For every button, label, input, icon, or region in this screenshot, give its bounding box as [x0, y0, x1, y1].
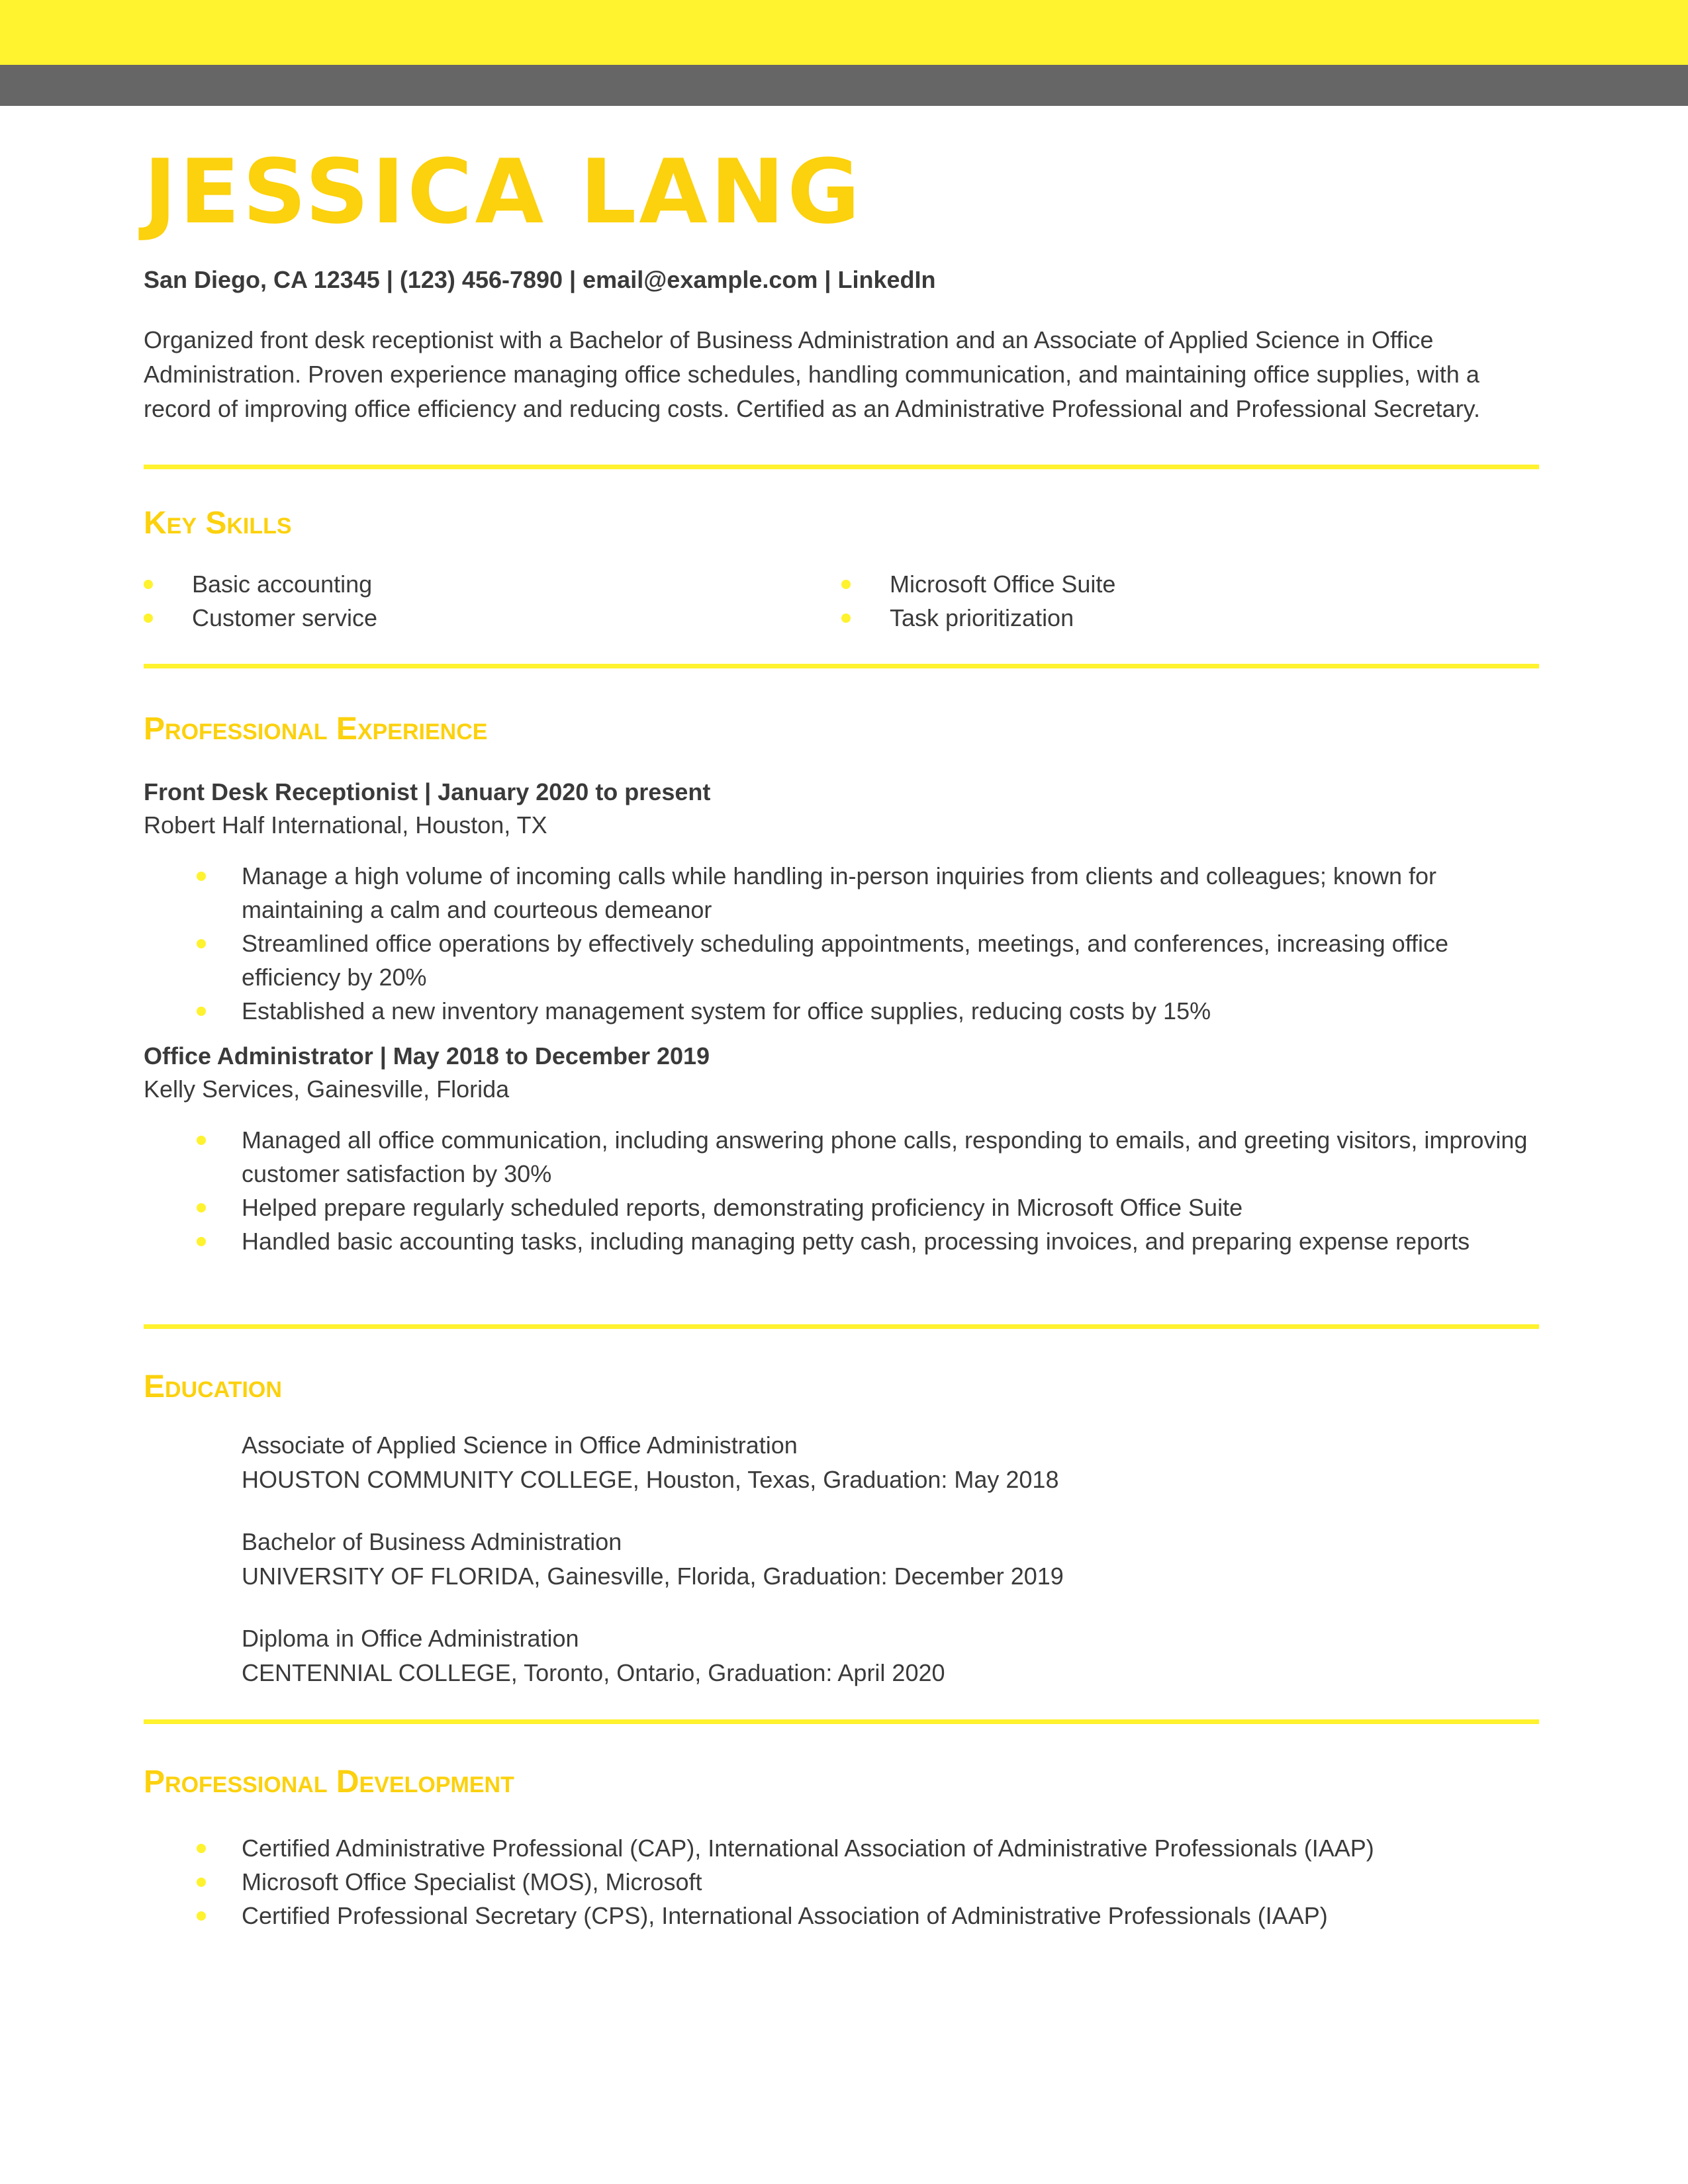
- candidate-name: JESSICA LANG: [144, 140, 863, 244]
- resume-page: [144, 106, 1539, 1933]
- experience-heading: Professional Experience: [144, 711, 488, 747]
- header-gray-band: [0, 65, 1688, 106]
- skills-column-right: [841, 567, 1539, 635]
- section-divider: [144, 664, 1539, 668]
- header-yellow-band: [0, 0, 1688, 65]
- section-divider: [144, 465, 1539, 469]
- bullet-icon: [197, 1911, 206, 1921]
- list-item: [144, 1191, 1539, 1224]
- section-divider: [144, 1719, 1539, 1724]
- bullet-icon: [144, 580, 153, 589]
- list-item: [144, 994, 1539, 1028]
- school-line: UNIVERSITY OF FLORIDA, Gainesville, Florida, Graduation: December 2019: [242, 1563, 1064, 1590]
- certification-text: Microsoft Office Specialist (MOS), Microsoft: [242, 1868, 702, 1895]
- job-entry: [144, 776, 1539, 1028]
- job-company: Robert Half International, Houston, TX: [144, 811, 547, 839]
- skills-grid: [144, 567, 1539, 635]
- school-line: CENTENNIAL COLLEGE, Toronto, Ontario, Graduation: April 2020: [242, 1659, 945, 1686]
- skills-heading: Key Skills: [144, 506, 292, 541]
- bullet-icon: [197, 1203, 206, 1212]
- certification-text: Certified Administrative Professional (CAP), International Association of Administrative Professionals (IAAP): [242, 1835, 1374, 1862]
- list-item: [144, 859, 1539, 927]
- skill-text: Basic accounting: [192, 570, 373, 598]
- bullet-icon: [197, 1878, 206, 1887]
- section-divider: [144, 1324, 1539, 1329]
- bullet-text: Streamlined office operations by effectively scheduling appointments, meetings, and conferences, increasing office efficiency by 20%: [242, 930, 1449, 991]
- education-heading: Education: [144, 1369, 282, 1404]
- skills-column-left: [144, 567, 841, 635]
- list-item: [841, 567, 1539, 601]
- job-company: Kelly Services, Gainesville, Florida: [144, 1075, 510, 1103]
- degree-name: Associate of Applied Science in Office Administration: [242, 1432, 798, 1459]
- list-item: [841, 601, 1539, 635]
- job-bullets: [144, 859, 1539, 1028]
- bullet-icon: [144, 614, 153, 623]
- bullet-text: Managed all office communication, including answering phone calls, responding to emails, and greeting visitors, improving customer satisfaction by 30%: [242, 1126, 1528, 1187]
- job-bullets: [144, 1123, 1539, 1258]
- bullet-icon: [841, 580, 851, 589]
- list-item: [144, 1831, 1539, 1865]
- bullet-text: Handled basic accounting tasks, including managing petty cash, processing invoices, and preparing expense reports: [242, 1228, 1470, 1255]
- development-heading: Professional Development: [144, 1764, 514, 1799]
- bullet-text: Manage a high volume of incoming calls while handling in-person inquiries from clients and colleagues; known for maintaining a calm and courteous demeanor: [242, 862, 1436, 923]
- skill-text: Microsoft Office Suite: [890, 570, 1116, 598]
- development-list: [144, 1831, 1539, 1933]
- degree-name: Diploma in Office Administration: [242, 1625, 579, 1652]
- bullet-text: Helped prepare regularly scheduled reports, demonstrating proficiency in Microsoft Office Suite: [242, 1194, 1243, 1221]
- bullet-text: Established a new inventory management system for office supplies, reducing costs by 15%: [242, 997, 1211, 1024]
- list-item: [144, 601, 841, 635]
- bullet-icon: [197, 1007, 206, 1016]
- list-item: [144, 1899, 1539, 1933]
- skill-text: Task prioritization: [890, 604, 1074, 631]
- bullet-icon: [197, 1844, 206, 1853]
- skill-text: Customer service: [192, 604, 378, 631]
- list-item: [144, 1123, 1539, 1191]
- bullet-icon: [841, 614, 851, 623]
- certification-text: Certified Professional Secretary (CPS), International Association of Administrative Professionals (IAAP): [242, 1902, 1328, 1929]
- contact-line: San Diego, CA 12345 | (123) 456-7890 | email@example.com | LinkedIn: [144, 266, 936, 293]
- list-item: [144, 1865, 1539, 1899]
- job-entry: [144, 1040, 1539, 1258]
- school-line: HOUSTON COMMUNITY COLLEGE, Houston, Texas, Graduation: May 2018: [242, 1466, 1059, 1493]
- summary-paragraph: Organized front desk receptionist with a Bachelor of Business Administration and an Associate of Applied Science in Office Administration. Proven experience managing office schedules, handling communication, and maintaining office supplies, with a record of improving office efficiency and reducing costs. Certified as an Administrative Professional and Professional Secretary.: [144, 326, 1481, 422]
- list-item: [144, 567, 841, 601]
- education-entry: [242, 1621, 1539, 1690]
- bullet-icon: [197, 1237, 206, 1246]
- bullet-icon: [197, 872, 206, 881]
- list-item: [144, 1224, 1539, 1258]
- education-entry: [242, 1525, 1539, 1594]
- education-entry: [242, 1428, 1539, 1497]
- list-item: [144, 927, 1539, 994]
- job-title: Office Administrator | May 2018 to December 2019: [144, 1042, 710, 1069]
- job-title: Front Desk Receptionist | January 2020 to present: [144, 778, 711, 805]
- bullet-icon: [197, 939, 206, 948]
- bullet-icon: [197, 1136, 206, 1145]
- degree-name: Bachelor of Business Administration: [242, 1528, 622, 1555]
